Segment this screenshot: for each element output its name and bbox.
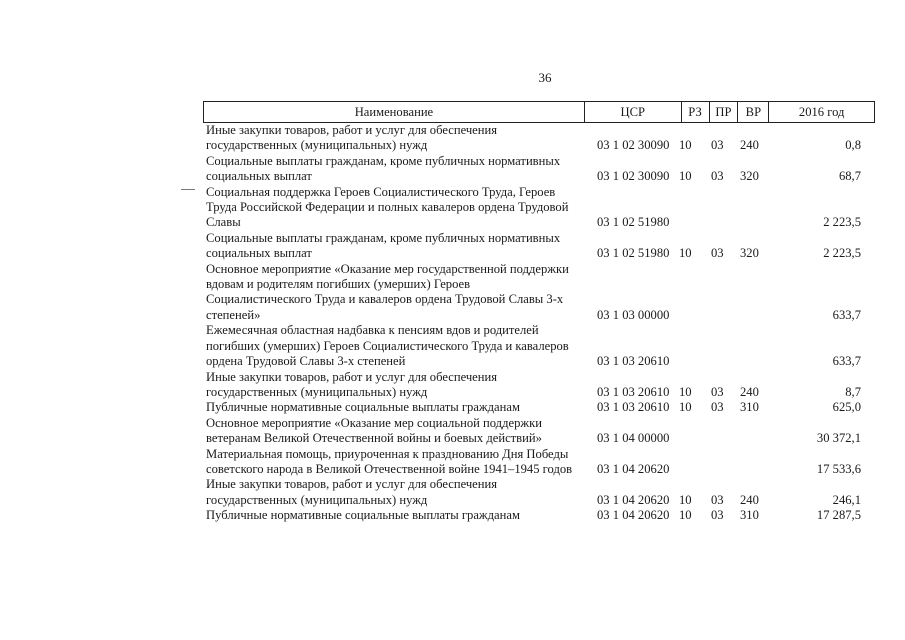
row-amount: 633,7	[832, 307, 861, 322]
row-csr: 03 1 02 30090	[597, 169, 670, 184]
row-name: Социальные выплаты гражданам, кроме публичных нормативных социальных выплат	[206, 230, 561, 261]
row-vr: 240	[740, 384, 759, 399]
row-name: Иные закупки товаров, работ и услуг для обеспечения государственных (муниципальных) нужд	[206, 369, 498, 399]
table-body	[203, 123, 875, 524]
row-vr: 320	[740, 246, 759, 261]
row-csr: 03 1 02 51980	[597, 246, 670, 261]
row-pr: 03	[711, 508, 724, 523]
row-name: Публичные нормативные социальные выплаты гражданам	[206, 508, 520, 523]
row-rz: 10	[679, 492, 692, 507]
budget-table	[203, 101, 875, 524]
row-csr: 03 1 02 30090	[597, 138, 670, 153]
row-vr: 240	[740, 138, 759, 153]
row-rz: 10	[679, 246, 692, 261]
row-pr: 03	[711, 246, 724, 261]
row-amount: 8,7	[845, 384, 861, 399]
row-csr: 03 1 03 20610	[597, 400, 670, 415]
header-name: Наименование	[204, 102, 585, 122]
row-pr: 03	[711, 492, 724, 507]
row-vr: 320	[740, 169, 759, 184]
row-name: Иные закупки товаров, работ и услуг для обеспечения государственных (муниципальных) нужд	[206, 123, 498, 153]
row-name: Основное мероприятие «Оказание мер государственной поддержки вдовам и родителям погибших (умерших) Героев Социалистического Труда и кавалеров ордена Трудовой Славы 3-х степеней»	[206, 261, 569, 322]
table-row	[203, 231, 875, 262]
row-vr: 310	[740, 508, 759, 523]
margin-mark	[181, 189, 195, 190]
row-amount: 2 223,5	[823, 215, 861, 230]
row-name: Социальные выплаты гражданам, кроме публичных нормативных социальных выплат	[206, 153, 561, 184]
table-row	[203, 323, 875, 369]
header-year: 2016 год	[798, 105, 845, 120]
row-csr: 03 1 02 51980	[597, 215, 670, 230]
row-csr: 03 1 04 00000	[597, 431, 670, 446]
row-amount: 30 372,1	[816, 431, 861, 446]
row-name: Публичные нормативные социальные выплаты гражданам	[206, 400, 520, 415]
row-amount: 2 223,5	[823, 246, 861, 261]
row-amount: 633,7	[832, 354, 861, 369]
row-vr: 310	[740, 400, 759, 415]
row-csr: 03 1 03 20610	[597, 384, 670, 399]
table-row	[203, 508, 875, 523]
row-csr: 03 1 03 20610	[597, 354, 670, 369]
row-amount: 17 533,6	[816, 461, 861, 476]
row-name: Основное мероприятие «Оказание мер социальной поддержки ветеранам Великой Отечественной войны и боевых действий»	[206, 415, 542, 446]
row-pr: 03	[711, 384, 724, 399]
table-row	[203, 123, 875, 154]
row-amount: 625,0	[832, 400, 861, 415]
table-row	[203, 262, 875, 324]
row-rz: 10	[679, 400, 692, 415]
row-amount: 17 287,5	[816, 508, 861, 523]
header-vr: ВР	[738, 102, 769, 122]
row-rz: 10	[679, 508, 692, 523]
row-rz: 10	[679, 138, 692, 153]
row-name: Иные закупки товаров, работ и услуг для обеспечения государственных (муниципальных) нужд	[206, 477, 498, 507]
row-amount: 0,8	[845, 138, 861, 153]
table-row	[203, 416, 875, 447]
row-pr: 03	[711, 138, 724, 153]
row-csr: 03 1 04 20620	[597, 492, 670, 507]
table-row	[203, 400, 875, 415]
row-vr: 240	[740, 492, 759, 507]
header-rz: РЗ	[682, 102, 710, 122]
row-amount: 68,7	[838, 169, 861, 184]
header-pr: ПР	[710, 102, 739, 122]
row-amount: 246,1	[832, 492, 861, 507]
header-csr: ЦСР	[585, 102, 682, 122]
table-row	[203, 447, 875, 478]
row-csr: 03 1 04 20620	[597, 461, 670, 476]
row-name: Материальная помощь, приуроченная к празднованию Дня Победы советского народа в Великой Отечественной войне 1941–1945 годов	[206, 446, 573, 476]
row-pr: 03	[711, 169, 724, 184]
table-row	[203, 154, 875, 185]
page-number: 36	[538, 70, 552, 85]
table-row	[203, 370, 875, 401]
row-rz: 10	[679, 384, 692, 399]
table-row	[203, 477, 875, 508]
row-rz: 10	[679, 169, 692, 184]
table-header	[203, 101, 875, 123]
table-row	[203, 185, 875, 231]
row-name: Ежемесячная областная надбавка к пенсиям вдов и родителей погибших (умерших) Героев Социалистического Труда и кавалеров ордена Трудовой Славы 3-х степеней	[206, 323, 569, 369]
row-csr: 03 1 03 00000	[597, 307, 670, 322]
row-csr: 03 1 04 20620	[597, 508, 670, 523]
row-pr: 03	[711, 400, 724, 415]
row-name: Социальная поддержка Героев Социалистического Труда, Героев Труда Российской Федерации и полных кавалеров ордена Трудовой Славы	[206, 184, 569, 230]
